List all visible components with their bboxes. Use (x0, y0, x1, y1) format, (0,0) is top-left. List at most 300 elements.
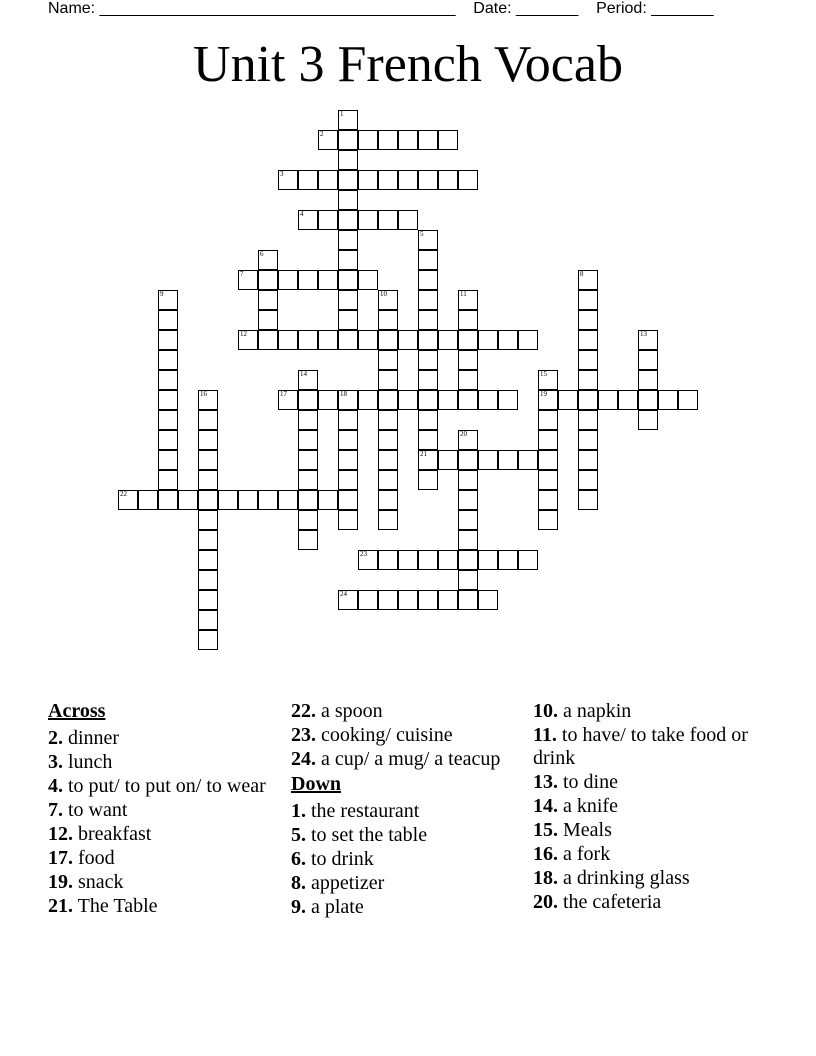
clue-number: 18. (533, 867, 558, 889)
down-clue (533, 700, 753, 723)
clue-text: The Table (77, 895, 158, 917)
grid-cell[interactable] (458, 450, 478, 470)
grid-cell[interactable] (338, 450, 358, 470)
grid-cell[interactable] (538, 370, 558, 390)
grid-cell[interactable] (418, 310, 438, 330)
grid-cell[interactable] (438, 170, 458, 190)
grid-cell[interactable] (198, 390, 218, 410)
grid-cell[interactable] (298, 510, 318, 530)
grid-cell[interactable] (198, 490, 218, 510)
clue-column-3 (533, 700, 753, 915)
grid-cell[interactable] (198, 590, 218, 610)
grid-cell[interactable] (298, 530, 318, 550)
clue-number-label: 6 (260, 250, 264, 258)
clue-number-label: 11 (460, 290, 467, 298)
grid-cell[interactable] (658, 390, 678, 410)
clue-text: lunch (68, 751, 113, 773)
grid-cell[interactable] (338, 210, 358, 230)
grid-cell[interactable] (258, 270, 278, 290)
grid-cell[interactable] (298, 210, 318, 230)
page-title: Unit 3 French Vocab (193, 36, 623, 93)
grid-cell[interactable] (298, 270, 318, 290)
clue-number-label: 17 (280, 390, 287, 398)
clue-text: food (78, 847, 115, 869)
grid-cell[interactable] (478, 330, 498, 350)
across-clue (48, 751, 268, 774)
grid-cell[interactable] (538, 510, 558, 530)
down-heading: Down (291, 773, 342, 795)
grid-cell[interactable] (538, 390, 558, 410)
grid-cell[interactable] (418, 290, 438, 310)
clue-number: 4. (48, 775, 63, 797)
grid-cell[interactable] (578, 290, 598, 310)
grid-cell[interactable] (298, 370, 318, 390)
clue-text: a cup/ a mug/ a teacup (321, 748, 501, 770)
grid-cell[interactable] (578, 430, 598, 450)
grid-cell[interactable] (458, 470, 478, 490)
grid-cell[interactable] (238, 330, 258, 350)
grid-cell[interactable] (578, 370, 598, 390)
grid-cell[interactable] (478, 590, 498, 610)
grid-cell[interactable] (378, 490, 398, 510)
grid-cell[interactable] (598, 390, 618, 410)
grid-cell[interactable] (538, 470, 558, 490)
grid-cell[interactable] (118, 490, 138, 510)
down-clue (291, 800, 511, 823)
grid-cell[interactable] (158, 490, 178, 510)
grid-cell[interactable] (138, 490, 158, 510)
across-clue (48, 727, 268, 750)
grid-cell[interactable] (358, 390, 378, 410)
grid-cell[interactable] (638, 370, 658, 390)
clue-text: a plate (311, 896, 364, 918)
across-clue (48, 775, 268, 798)
grid-cell[interactable] (358, 330, 378, 350)
clue-text: a napkin (563, 700, 632, 722)
clue-text: to have/ to take food or drink (533, 724, 748, 769)
grid-cell[interactable] (578, 410, 598, 430)
period-blank[interactable]: _______ (651, 0, 714, 17)
clue-text: a fork (563, 843, 611, 865)
grid-cell[interactable] (518, 450, 538, 470)
grid-cell[interactable] (258, 310, 278, 330)
grid-cell[interactable] (418, 230, 438, 250)
grid-cell[interactable] (198, 450, 218, 470)
grid-cell[interactable] (638, 330, 658, 350)
grid-cell[interactable] (458, 310, 478, 330)
grid-cell[interactable] (158, 330, 178, 350)
grid-cell[interactable] (578, 350, 598, 370)
grid-cell[interactable] (158, 310, 178, 330)
grid-cell[interactable] (198, 550, 218, 570)
clue-number: 10. (533, 700, 558, 722)
period-label: Period: (596, 0, 647, 17)
grid-cell[interactable] (638, 390, 658, 410)
clue-number-label: 13 (640, 330, 647, 338)
clue-number-label: 10 (380, 290, 387, 298)
grid-cell[interactable] (358, 130, 378, 150)
clue-text: the cafeteria (563, 891, 662, 913)
clue-text: a knife (563, 795, 618, 817)
grid-cell[interactable] (418, 130, 438, 150)
clue-number: 13. (533, 771, 558, 793)
grid-cell[interactable] (478, 390, 498, 410)
grid-cell[interactable] (318, 210, 338, 230)
grid-cell[interactable] (358, 210, 378, 230)
grid-cell[interactable] (678, 390, 698, 410)
clue-number-label: 5 (420, 230, 424, 238)
grid-cell[interactable] (158, 470, 178, 490)
grid-cell[interactable] (558, 390, 578, 410)
grid-cell[interactable] (158, 410, 178, 430)
grid-cell[interactable] (618, 390, 638, 410)
clue-number: 23. (291, 724, 316, 746)
grid-cell[interactable] (518, 330, 538, 350)
clue-number: 24. (291, 748, 316, 770)
grid-cell[interactable] (338, 110, 358, 130)
across-clue (48, 847, 268, 870)
clue-number-label: 20 (460, 430, 467, 438)
grid-cell[interactable] (278, 390, 298, 410)
grid-cell[interactable] (578, 490, 598, 510)
grid-cell[interactable] (198, 510, 218, 530)
clue-number-label: 14 (300, 370, 307, 378)
clue-number-label: 22 (120, 490, 127, 498)
across-clue (48, 799, 268, 822)
grid-cell[interactable] (198, 630, 218, 650)
clue-number-label: 21 (420, 450, 427, 458)
grid-cell[interactable] (378, 590, 398, 610)
clue-number: 15. (533, 819, 558, 841)
grid-cell[interactable] (258, 490, 278, 510)
clue-number: 11. (533, 724, 557, 746)
clue-number: 8. (291, 872, 306, 894)
grid-cell[interactable] (358, 590, 378, 610)
clue-text: breakfast (78, 823, 152, 845)
grid-cell[interactable] (478, 550, 498, 570)
grid-cell[interactable] (298, 490, 318, 510)
grid-cell[interactable] (378, 330, 398, 350)
grid-cell[interactable] (398, 590, 418, 610)
grid-cell[interactable] (338, 590, 358, 610)
grid-cell[interactable] (198, 410, 218, 430)
across-clue (48, 895, 268, 918)
grid-cell[interactable] (338, 290, 358, 310)
clue-number: 2. (48, 727, 63, 749)
grid-cell[interactable] (378, 550, 398, 570)
grid-cell[interactable] (198, 530, 218, 550)
grid-cell[interactable] (198, 470, 218, 490)
clue-number-label: 15 (540, 370, 547, 378)
grid-cell[interactable] (578, 270, 598, 290)
clue-text: to want (68, 799, 128, 821)
grid-cell[interactable] (378, 390, 398, 410)
grid-cell[interactable] (418, 350, 438, 370)
grid-cell[interactable] (438, 130, 458, 150)
grid-cell[interactable] (298, 170, 318, 190)
clue-number-label: 1 (340, 110, 344, 118)
date-label: Date: (473, 0, 512, 17)
grid-cell[interactable] (158, 450, 178, 470)
grid-cell[interactable] (458, 550, 478, 570)
grid-cell[interactable] (378, 470, 398, 490)
grid-cell[interactable] (338, 470, 358, 490)
grid-cell[interactable] (378, 410, 398, 430)
clue-number: 1. (291, 800, 306, 822)
clue-number-label: 16 (200, 390, 207, 398)
clue-text: to set the table (311, 824, 428, 846)
grid-cell[interactable] (458, 590, 478, 610)
down-clue (533, 795, 753, 818)
grid-cell[interactable] (338, 510, 358, 530)
grid-cell[interactable] (458, 510, 478, 530)
grid-cell[interactable] (438, 590, 458, 610)
grid-cell[interactable] (438, 450, 458, 470)
grid-cell[interactable] (158, 290, 178, 310)
grid-cell[interactable] (438, 550, 458, 570)
clue-text: to put/ to put on/ to wear (68, 775, 266, 797)
grid-cell[interactable] (318, 130, 338, 150)
grid-cell[interactable] (278, 270, 298, 290)
grid-cell[interactable] (458, 350, 478, 370)
clue-column-2 (291, 700, 511, 920)
grid-cell[interactable] (418, 550, 438, 570)
grid-cell[interactable] (298, 390, 318, 410)
grid-cell[interactable] (498, 450, 518, 470)
clue-column-1 (48, 700, 268, 919)
across-clue (291, 700, 511, 723)
down-clue (533, 819, 753, 842)
grid-cell[interactable] (398, 130, 418, 150)
grid-cell[interactable] (238, 490, 258, 510)
clue-number-label: 2 (320, 130, 324, 138)
grid-cell[interactable] (338, 130, 358, 150)
grid-cell[interactable] (458, 370, 478, 390)
clue-number: 14. (533, 795, 558, 817)
grid-cell[interactable] (318, 390, 338, 410)
clue-number: 17. (48, 847, 73, 869)
grid-cell[interactable] (158, 370, 178, 390)
grid-cell[interactable] (418, 590, 438, 610)
grid-cell[interactable] (578, 310, 598, 330)
grid-cell[interactable] (298, 330, 318, 350)
down-clue (291, 824, 511, 847)
name-label: Name: (48, 0, 96, 17)
clue-text: a drinking glass (563, 867, 690, 889)
clue-text: snack (78, 871, 124, 893)
clue-number-label: 8 (580, 270, 584, 278)
grid-cell[interactable] (578, 330, 598, 350)
grid-cell[interactable] (398, 210, 418, 230)
grid-cell[interactable] (458, 570, 478, 590)
grid-cell[interactable] (378, 130, 398, 150)
down-clue (533, 867, 753, 890)
grid-cell[interactable] (358, 550, 378, 570)
clue-text: appetizer (311, 872, 385, 894)
grid-cell[interactable] (498, 550, 518, 570)
grid-cell[interactable] (458, 430, 478, 450)
grid-cell[interactable] (378, 310, 398, 330)
grid-cell[interactable] (238, 270, 258, 290)
grid-cell[interactable] (438, 390, 458, 410)
clue-number: 6. (291, 848, 306, 870)
grid-cell[interactable] (338, 170, 358, 190)
grid-cell[interactable] (418, 250, 438, 270)
grid-cell[interactable] (378, 210, 398, 230)
across-clue (48, 823, 268, 846)
clue-number: 16. (533, 843, 558, 865)
down-clue (291, 872, 511, 895)
grid-cell[interactable] (358, 270, 378, 290)
grid-cell[interactable] (378, 510, 398, 530)
grid-cell[interactable] (398, 550, 418, 570)
clue-text: a spoon (321, 700, 383, 722)
clue-number: 5. (291, 824, 306, 846)
grid-cell[interactable] (178, 490, 198, 510)
down-clue (291, 848, 511, 871)
grid-cell[interactable] (218, 490, 238, 510)
clue-number-label: 19 (540, 390, 547, 398)
grid-cell[interactable] (518, 550, 538, 570)
clue-text: dinner (68, 727, 120, 749)
grid-cell[interactable] (198, 570, 218, 590)
grid-cell[interactable] (418, 330, 438, 350)
grid-cell[interactable] (318, 270, 338, 290)
grid-cell[interactable] (318, 170, 338, 190)
grid-cell[interactable] (538, 410, 558, 430)
grid-cell[interactable] (418, 390, 438, 410)
grid-cell[interactable] (338, 490, 358, 510)
clue-number-label: 7 (240, 270, 244, 278)
across-clue (291, 724, 511, 747)
grid-cell[interactable] (378, 290, 398, 310)
grid-cell[interactable] (338, 190, 358, 210)
down-clue (291, 896, 511, 919)
grid-cell[interactable] (278, 330, 298, 350)
down-clue (533, 843, 753, 866)
grid-cell[interactable] (578, 390, 598, 410)
grid-cell[interactable] (478, 450, 498, 470)
across-clue (48, 871, 268, 894)
grid-cell[interactable] (278, 490, 298, 510)
grid-cell[interactable] (278, 170, 298, 190)
clue-number-label: 18 (340, 390, 347, 398)
grid-cell[interactable] (338, 310, 358, 330)
grid-cell[interactable] (458, 170, 478, 190)
clue-number-label: 23 (360, 550, 367, 558)
grid-cell[interactable] (338, 250, 358, 270)
clue-number: 20. (533, 891, 558, 913)
grid-cell[interactable] (578, 470, 598, 490)
grid-cell[interactable] (158, 350, 178, 370)
down-clue (533, 724, 753, 770)
clue-text: to drink (311, 848, 374, 870)
grid-cell[interactable] (538, 450, 558, 470)
down-clue (533, 891, 753, 914)
grid-cell[interactable] (458, 290, 478, 310)
clue-number: 22. (291, 700, 316, 722)
clue-text: the restaurant (311, 800, 420, 822)
clue-number-label: 3 (280, 170, 284, 178)
grid-cell[interactable] (258, 250, 278, 270)
grid-cell[interactable] (398, 390, 418, 410)
grid-cell[interactable] (538, 430, 558, 450)
clue-number: 9. (291, 896, 306, 918)
grid-cell[interactable] (378, 430, 398, 450)
grid-cell[interactable] (458, 530, 478, 550)
grid-cell[interactable] (198, 430, 218, 450)
grid-cell[interactable] (378, 370, 398, 390)
clue-number-label: 9 (160, 290, 164, 298)
grid-cell[interactable] (298, 410, 318, 430)
clue-number: 3. (48, 751, 63, 773)
grid-cell[interactable] (458, 390, 478, 410)
grid-cell[interactable] (438, 330, 458, 350)
grid-cell[interactable] (398, 330, 418, 350)
grid-cell[interactable] (398, 170, 418, 190)
grid-cell[interactable] (258, 290, 278, 310)
grid-cell[interactable] (298, 450, 318, 470)
grid-cell[interactable] (338, 410, 358, 430)
grid-cell[interactable] (638, 410, 658, 430)
clue-text: to dine (563, 771, 618, 793)
clue-number-label: 24 (340, 590, 347, 598)
grid-cell[interactable] (338, 330, 358, 350)
grid-cell[interactable] (298, 430, 318, 450)
grid-cell[interactable] (418, 430, 438, 450)
grid-cell[interactable] (418, 450, 438, 470)
clue-number: 19. (48, 871, 73, 893)
grid-cell[interactable] (258, 330, 278, 350)
across-heading: Across (48, 700, 106, 722)
grid-cell[interactable] (158, 390, 178, 410)
across-clue (291, 748, 511, 771)
grid-cell[interactable] (418, 370, 438, 390)
clue-number-label: 12 (240, 330, 247, 338)
grid-cell[interactable] (298, 470, 318, 490)
grid-cell[interactable] (198, 610, 218, 630)
clue-number-label: 4 (300, 210, 304, 218)
grid-cell[interactable] (498, 330, 518, 350)
grid-cell[interactable] (318, 490, 338, 510)
grid-cell[interactable] (338, 150, 358, 170)
grid-cell[interactable] (358, 170, 378, 190)
clue-number: 7. (48, 799, 63, 821)
grid-cell[interactable] (538, 490, 558, 510)
grid-cell[interactable] (418, 170, 438, 190)
date-blank[interactable]: _______ (516, 0, 579, 17)
grid-cell[interactable] (378, 450, 398, 470)
name-blank[interactable]: ________________________________________ (99, 0, 456, 17)
clue-text: cooking/ cuisine (321, 724, 453, 746)
grid-cell[interactable] (338, 430, 358, 450)
grid-cell[interactable] (418, 410, 438, 430)
grid-cell[interactable] (418, 470, 438, 490)
grid-cell[interactable] (498, 390, 518, 410)
grid-cell[interactable] (418, 270, 438, 290)
grid-cell[interactable] (458, 490, 478, 510)
grid-cell[interactable] (458, 330, 478, 350)
grid-cell[interactable] (378, 170, 398, 190)
grid-cell[interactable] (158, 430, 178, 450)
grid-cell[interactable] (578, 450, 598, 470)
grid-cell[interactable] (338, 270, 358, 290)
grid-cell[interactable] (338, 230, 358, 250)
grid-cell[interactable] (638, 350, 658, 370)
grid-cell[interactable] (338, 390, 358, 410)
grid-cell[interactable] (378, 350, 398, 370)
grid-cell[interactable] (318, 330, 338, 350)
